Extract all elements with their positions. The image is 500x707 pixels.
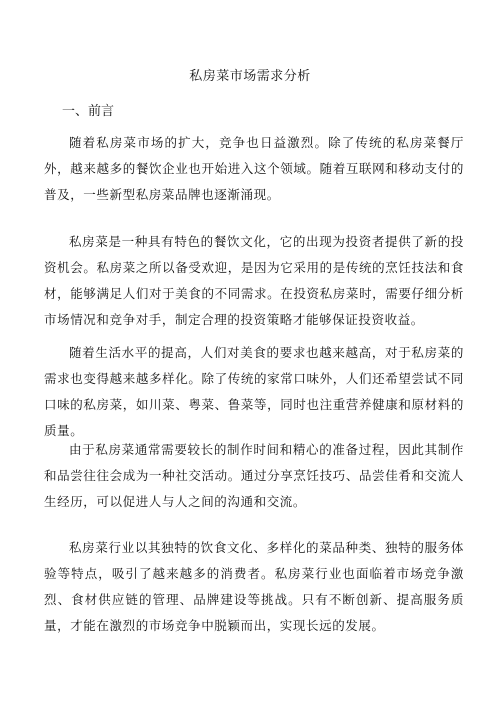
section-heading: 一、前言 — [62, 104, 115, 119]
paragraph-2: 私房菜是一种具有特色的餐饮文化，它的出现为投资者提供了新的投资机会。私房菜之所以备受欢迎，是因为它采用的是传统的烹饪技法和食材，能够满足人们对于美食的不同需求。在投资私房菜时，需要仔细分析市场情况和竞争对手，制定合理的投资策略才能够保证投资收益。 — [44, 234, 464, 327]
paragraph-5: 私房菜行业以其独特的饮食文化、多样化的菜品种类、独特的服务体验等特点，吸引了越来越多的消费者。私房菜行业也面临着市场竞争激烈、食材供应链的管理、品牌建设等挑战。只有不断创新、提高服务质量，才能在激烈的市场竞争中脱颖而出，实现长远的发展。 — [44, 540, 464, 633]
paragraph-4: 由于私房菜通常需要较长的制作时间和精心的准备过程，因此其制作和品尝往往会成为一种社交活动。通过分享烹饪技巧、品尝佳肴和交流人生经历，可以促进人与人之间的沟通和交流。 — [44, 442, 464, 509]
paragraph-3: 随着生活水平的提高，人们对美食的要求也越来越高，对于私房菜的需求也变得越来越多样化。除了传统的家常口味外，人们还希望尝试不同口味的私房菜，如川菜、粤菜、鲁菜等，同时也注重营养健康和原材料的质量。 — [44, 345, 464, 438]
document-title: 私房菜市场需求分析 — [189, 69, 311, 84]
paragraph-1: 随着私房菜市场的扩大，竞争也日益激烈。除了传统的私房菜餐厅外，越来越多的餐饮企业也开始进入这个领域。随着互联网和移动支付的普及，一些新型私房菜品牌也逐渐涌现。 — [44, 135, 464, 202]
